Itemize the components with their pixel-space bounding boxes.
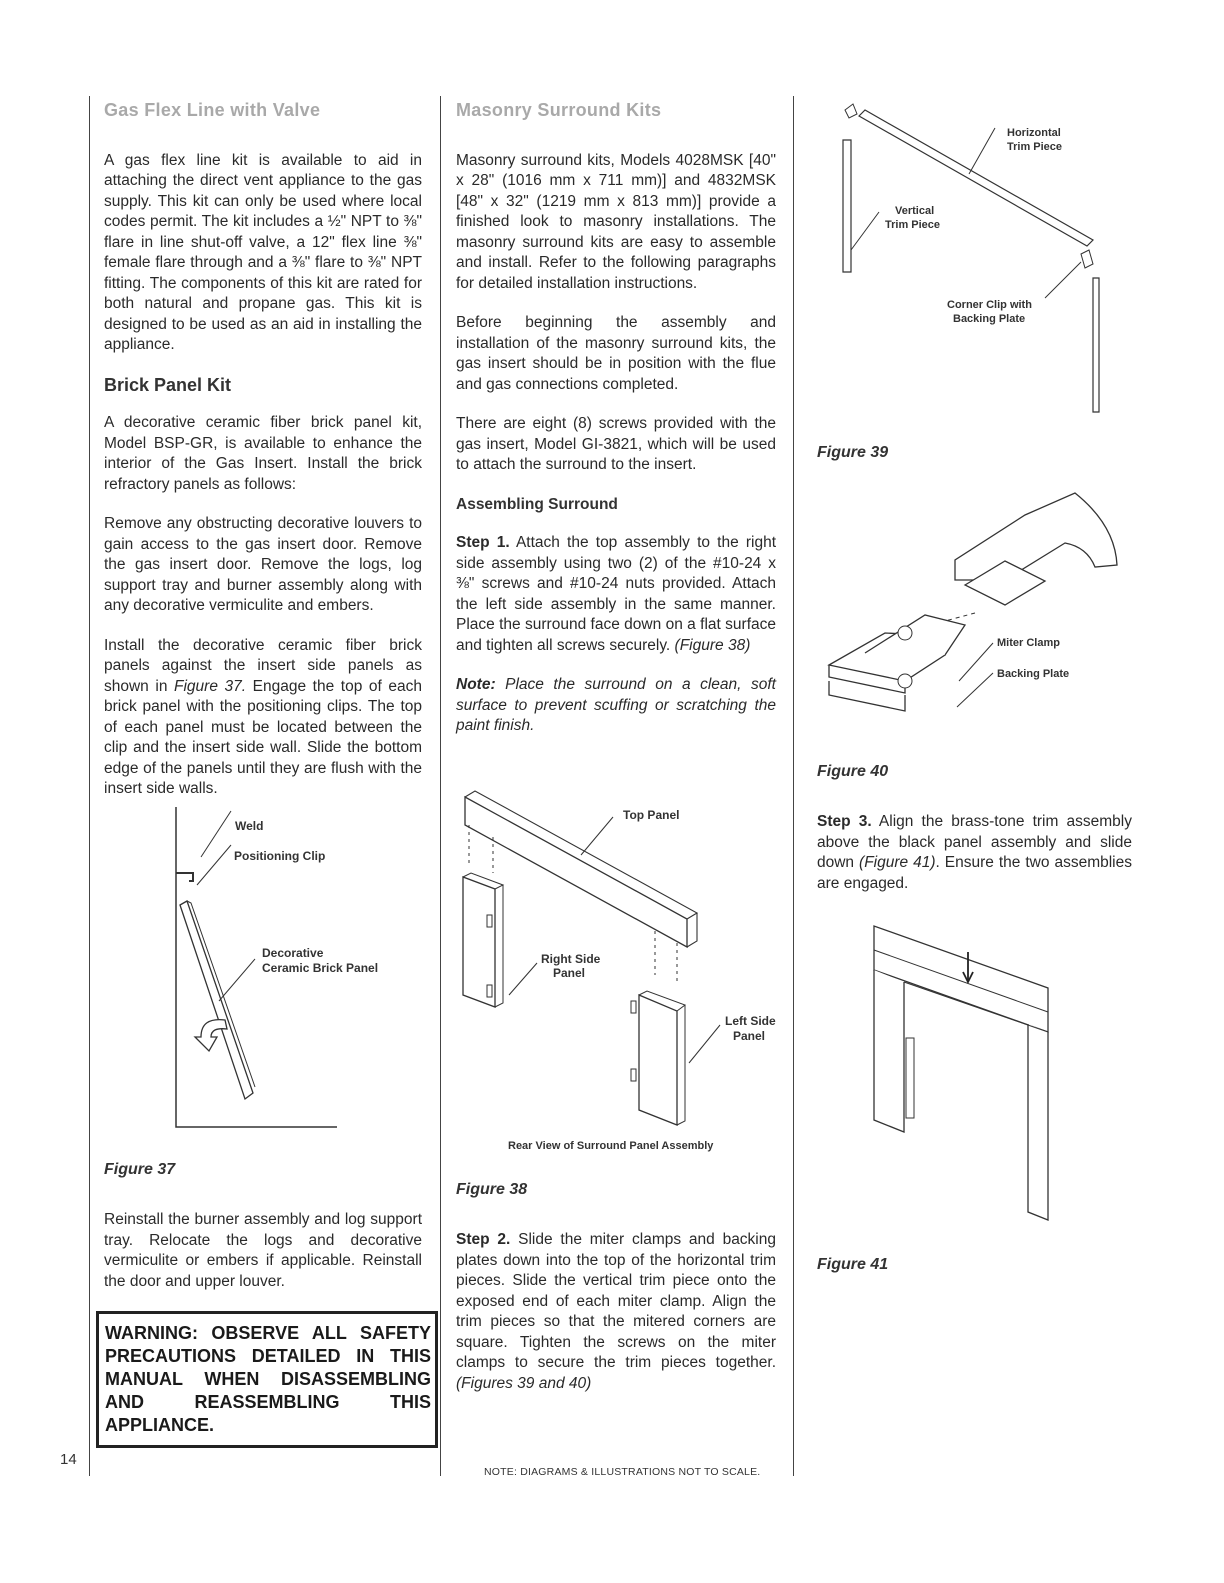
fig39-vertical-label-1: Vertical bbox=[895, 205, 935, 217]
reinstall-paragraph: Reinstall the burner assembly and log support tray. Relocate the logs and decorative vermiculite or embers if applicable. Reinstall the door and upper louver. bbox=[104, 1211, 422, 1290]
page-number: 14 bbox=[60, 1451, 77, 1468]
brick-paragraph-3: Install the decorative ceramic fiber brick panels against the insert side panels as shown in Figure 37. Engage the top of each brick panel with the positioning clips. The top of each panel must be located between the clip and the insert side wall. Slide the bottom edge of the panels until they are flush with the insert side walls. bbox=[104, 636, 423, 797]
step-1-paragraph: Step 1. Attach the top assembly to the right side assembly using two (2) of the #10-24 x ⅜" screws and #10-24 nuts provided. Attach the left side assembly in the same manner. Place the surround face down on a flat surface and tighten all screws securely. (Figure 38) bbox=[456, 534, 776, 654]
middle-column bbox=[456, 100, 776, 756]
figure-41-ref: (Figure 41) bbox=[859, 854, 936, 871]
left-column bbox=[104, 100, 422, 819]
column-rule-2 bbox=[793, 96, 794, 1476]
figure-40-diagram bbox=[825, 485, 1115, 735]
fig37-panel-label-1: Decorative bbox=[262, 946, 324, 960]
figure-38-caption: Figure 38 bbox=[456, 1181, 528, 1198]
step-3-paragraph: Step 3. Align the brass-tone trim assembly above the black panel assembly and slide down (Figure 41). Ensure the two assemblies are engaged. bbox=[817, 813, 1132, 892]
figure-38-ref: (Figure 38) bbox=[674, 636, 751, 654]
figures-39-40-ref: (Figures 39 and 40) bbox=[456, 1374, 592, 1392]
fig39-horizontal-label-2: Trim Piece bbox=[1007, 141, 1063, 153]
step-2-paragraph: Step 2. Slide the miter clamps and backing plates down into the top of the horizontal trim pieces. Slide the vertical trim piece onto the exposed end of each miter clamp. Align the trim pieces so that the mitered corners are square. Tighten the screws on the miter clamps to secure the trim pieces together. (Figures 39 and 40) bbox=[456, 1231, 776, 1392]
fig38-left-label-1: Left Side bbox=[725, 1014, 776, 1028]
column-rule-1 bbox=[440, 96, 441, 1476]
figure-37-ref: Figure 37. bbox=[174, 677, 247, 695]
figure-39-diagram bbox=[835, 100, 1115, 425]
fig37-clip-label: Positioning Clip bbox=[234, 849, 326, 863]
fig40-backing-label: Backing Plate bbox=[997, 668, 1070, 680]
note-paragraph: Note: Place the surround on a clean, soft surface to prevent scuffing or scratching the paint finish. bbox=[456, 676, 776, 734]
fig39-corner-label-1: Corner Clip with bbox=[947, 299, 1032, 311]
fig39-vertical-label-2: Trim Piece bbox=[885, 219, 941, 231]
gas-flex-paragraph: A gas flex line kit is available to aid in attaching the direct vent appliance to the gas supply. This kit can only be used where local codes permit. The kit includes a ½" NPT to ⅜" flare in line shut-off valve, a 12" flex line ⅜" female flare through and a ⅜" flare to ⅜" NPT fitting. The components of this kit are rated for both natural and propane gas. This kit is designed to be used as an aid in installing the appliance. bbox=[104, 151, 422, 353]
middle-column-lower bbox=[456, 1230, 776, 1413]
brick-paragraph-2: Remove any obstructing decorative louvers to gain access to the gas insert door. Remove the gas insert door. Remove the logs, log support tray and burner assembly along with any decorative vermiculite and embers. bbox=[104, 515, 422, 614]
fig37-weld-label: Weld bbox=[235, 819, 264, 833]
masonry-paragraph-2: Before beginning the assembly and installation of the masonry surround kits, the gas insert should be in position with the flue and gas connections completed. bbox=[456, 314, 776, 393]
fig38-rear-view-label: Rear View of Surround Panel Assembly bbox=[508, 1140, 714, 1152]
brick-paragraph-1: A decorative ceramic fiber brick panel kit, Model BSP-GR, is available to enhance the interior of the Gas Insert. Install the brick refractory panels as follows: bbox=[104, 414, 422, 493]
fig39-horizontal-label-1: Horizontal bbox=[1007, 127, 1061, 139]
assembling-heading: Assembling Surround bbox=[456, 495, 618, 513]
fig37-panel-label-2: Ceramic Brick Panel bbox=[262, 961, 379, 975]
fig38-right-label-2: Panel bbox=[553, 966, 586, 980]
figure-41-caption: Figure 41 bbox=[817, 1256, 889, 1273]
fig38-right-label-1: Right Side bbox=[541, 952, 601, 966]
gas-flex-heading: Gas Flex Line with Valve bbox=[104, 100, 321, 120]
figure-37-diagram bbox=[165, 805, 379, 1140]
right-column-text bbox=[817, 812, 1132, 913]
figure-40-caption: Figure 40 bbox=[817, 763, 889, 780]
left-margin-rule bbox=[89, 96, 90, 1476]
figure-41-diagram bbox=[868, 920, 1078, 1235]
footer-note: NOTE: DIAGRAMS & ILLUSTRATIONS NOT TO SCALE. bbox=[484, 1466, 761, 1478]
left-column-lower bbox=[104, 1210, 422, 1311]
masonry-paragraph-3: There are eight (8) screws provided with the gas insert, Model GI-3821, which will be used to attach the surround to the insert. bbox=[456, 415, 776, 473]
figure-37-caption: Figure 37 bbox=[104, 1161, 176, 1178]
fig40-miter-label: Miter Clamp bbox=[997, 637, 1060, 649]
figure-39-caption: Figure 39 bbox=[817, 444, 889, 461]
brick-panel-heading: Brick Panel Kit bbox=[104, 374, 232, 395]
fig38-top-panel-label: Top Panel bbox=[623, 808, 680, 822]
masonry-paragraph-1: Masonry surround kits, Models 4028MSK [40" x 28" (1016 mm x 711 mm)] and 4832MSK [48" x 32" (1219 mm x 813 mm)] provide a finished look to masonry installations. The masonry surround kits are easy to assemble and install. Refer to the following paragraphs for detailed installation instructions. bbox=[456, 151, 776, 292]
fig39-corner-label-2: Backing Plate bbox=[953, 313, 1026, 325]
masonry-heading: Masonry Surround Kits bbox=[456, 100, 662, 120]
fig38-left-label-2: Panel bbox=[733, 1029, 766, 1043]
figure-38-diagram bbox=[455, 785, 785, 1170]
warning-box: WARNING: OBSERVE ALL SAFETY PRECAUTIONS DETAILED IN THIS MANUAL WHEN DISASSEMBLING AND REASSEMBLING THIS APPLIANCE. bbox=[96, 1311, 438, 1448]
